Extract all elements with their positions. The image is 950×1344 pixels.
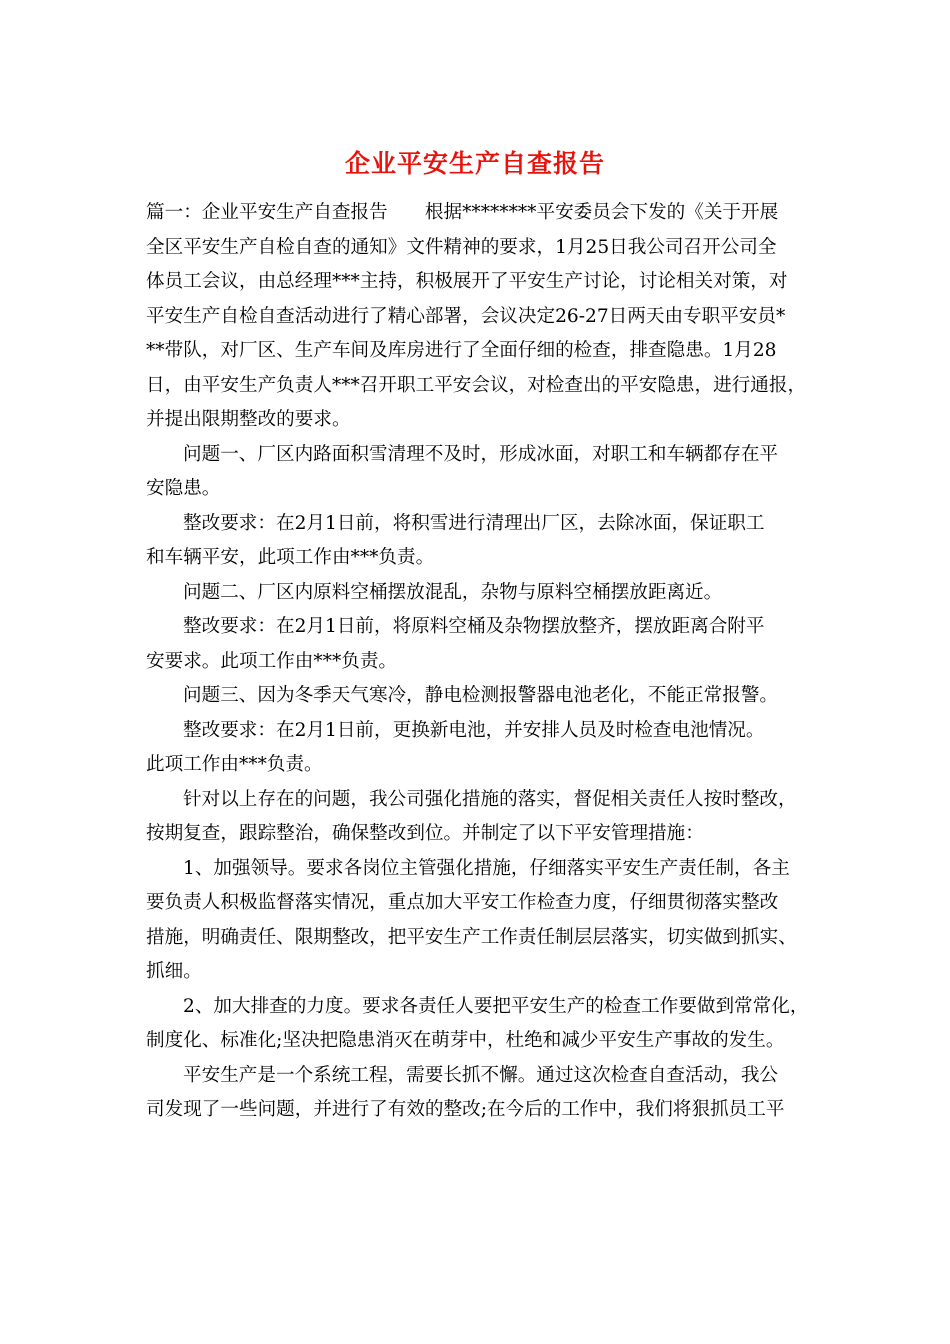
text-line: 问题一、厂区内路面积雪清理不及时，形成冰面，对职工和车辆都存在平 [183, 443, 779, 465]
text-line: **带队，对厂区、生产车间及库房进行了全面仔细的检查，排查隐患。1月28 [146, 340, 777, 361]
text-line: 安隐患。 [146, 478, 221, 499]
text-line: 平安生产自检自查活动进行了精心部署，会议决定26-27日两天由专职平安员* [146, 305, 786, 327]
text-line: 安要求。此项工作由***负责。 [146, 650, 398, 672]
text-line: 平安生产是一个系统工程，需要长抓不懈。通过这次检查自查活动，我公 [183, 1064, 779, 1086]
text-line: 司发现了一些问题，并进行了有效的整改;在今后的工作中，我们将狠抓员工平 [146, 1099, 785, 1120]
text-line: 篇一：企业平安生产自查报告 根据********平安委员会下发的《关于开展 [146, 202, 779, 223]
text-line: 问题三、因为冬季天气寒冷，静电检测报警器电池老化，不能正常报警。 [183, 685, 779, 706]
document-body [146, 196, 816, 1128]
text-line: 日，由平安生产负责人***召开职工平安会议，对检查出的平安隐患，进行通报， [146, 374, 807, 396]
text-line: 并提出限期整改的要求。 [146, 409, 351, 430]
text-line: 按期复查，跟踪整治，确保整改到位。并制定了以下平安管理措施： [146, 823, 704, 844]
text-line: 整改要求：在2月1日前，将原料空桶及杂物摆放整齐，摆放距离合附平 [183, 616, 765, 637]
text-line: 和车辆平安，此项工作由***负责。 [146, 547, 435, 568]
text-line: 要负责人积极监督落实情况，重点加大平安工作检查力度，仔细贯彻落实整改 [146, 892, 779, 913]
text-line: 全区平安生产自检自查的通知》文件精神的要求，1月25日我公司召开公司全 [146, 236, 777, 258]
text-line: 措施，明确责任、限期整改，把平安生产工作责任制层层落实，切实做到抓实、 [146, 926, 797, 948]
text-line: 整改要求：在2月1日前，更换新电池，并安排人员及时检查电池情况。 [183, 719, 765, 741]
text-line: 问题二、厂区内原料空桶摆放混乱，杂物与原料空桶摆放距离近。 [183, 581, 723, 603]
text-line: 2、加大排查的力度。要求各责任人要把平安生产的检查工作要做到常常化， [183, 995, 809, 1017]
text-line: 1、加强领导。要求各岗位主管强化措施，仔细落实平安生产责任制，各主 [183, 857, 790, 879]
text-line: 针对以上存在的问题，我公司强化措施的落实，督促相关责任人按时整改， [183, 788, 797, 810]
text-line: 此项工作由***负责。 [146, 754, 323, 775]
text-line: 制度化、标准化;坚决把隐患消灭在萌芽中，杜绝和减少平安生产事故的发生。 [146, 1030, 785, 1051]
text-line: 体员工会议，由总经理***主持，积极展开了平安生产讨论，讨论相关对策，对 [146, 271, 788, 292]
document-title: 企业平安生产自查报告 [344, 149, 605, 178]
text-line: 抓细。 [146, 961, 202, 982]
text-line: 整改要求：在2月1日前，将积雪进行清理出厂区，去除冰面，保证职工 [183, 512, 765, 534]
